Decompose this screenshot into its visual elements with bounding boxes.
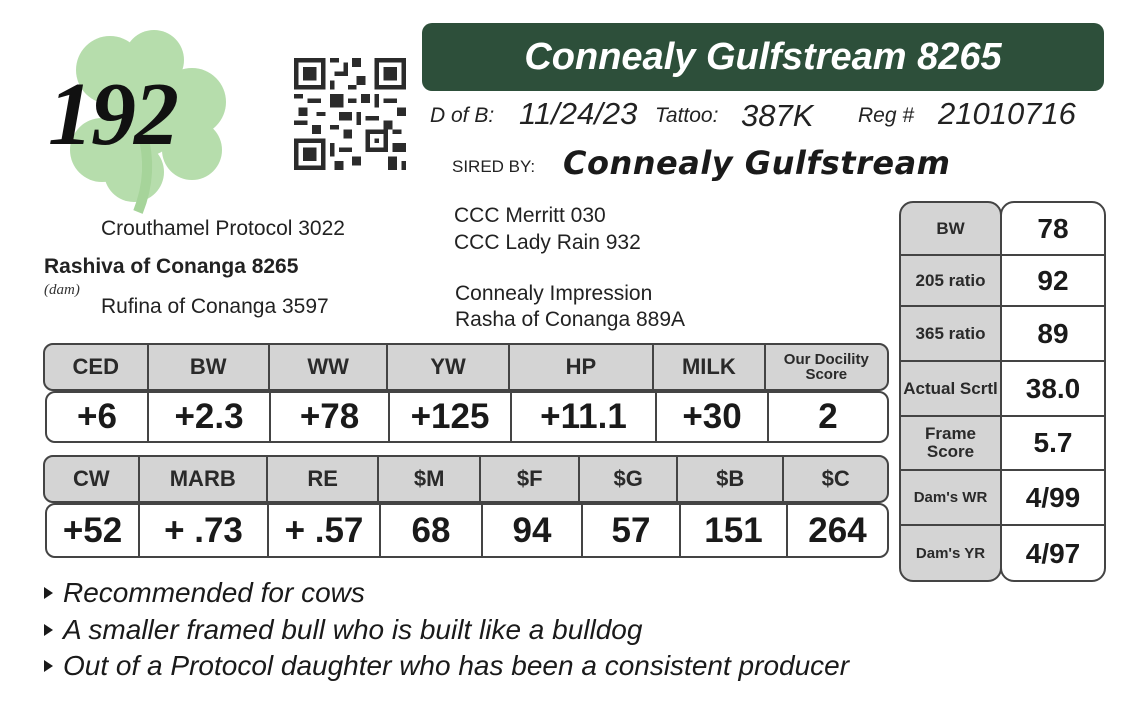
- epd-value-ww: +78: [271, 393, 390, 441]
- lot-number: 192: [48, 65, 177, 164]
- sired-by-label: SIRED BY:: [452, 157, 536, 176]
- note-item: [44, 614, 642, 646]
- stat-label-205-ratio: 205 ratio: [901, 256, 1000, 307]
- stat-value-205-ratio: 92: [1002, 256, 1104, 307]
- stat-label-actual-scrtl: Actual Scrtl: [901, 362, 1000, 417]
- stat-label-bw: BW: [901, 203, 1000, 256]
- epd-header-b: $B: [678, 457, 785, 501]
- epd-value-cw: +52: [47, 505, 140, 556]
- epd-header-m: $M: [379, 457, 481, 501]
- reg-label: Reg #: [858, 104, 915, 127]
- stat-label-365-ratio: 365 ratio: [901, 307, 1000, 362]
- epd-header-hp: HP: [510, 345, 654, 389]
- epd-value-c: 264: [808, 510, 867, 550]
- bullet-triangle-icon: [44, 587, 53, 599]
- stat-value-dams-wr: 4/99: [1002, 471, 1104, 526]
- pedigree-dam-dam: Rufina of Conanga 3597: [101, 295, 329, 318]
- epd-header-re: RE: [268, 457, 379, 501]
- epd-value-g: 57: [583, 505, 681, 556]
- epd-value-docility: 2: [818, 397, 838, 436]
- epd-table-header: [43, 343, 889, 391]
- pedigree-dam-line-dam: Rasha of Conanga 889A: [455, 308, 686, 331]
- epd-value-m: 68: [381, 505, 483, 556]
- pedigree-sire-sire: CCC Merritt 030: [454, 204, 606, 227]
- stat-value-actual-scrtl: 38.0: [1002, 362, 1104, 417]
- epd-value-f: 94: [483, 505, 583, 556]
- stat-label-dams-yr: Dam's YR: [915, 545, 986, 562]
- bull-name: Connealy Gulfstream 8265: [524, 35, 1002, 78]
- epd-header-ced: CED: [45, 345, 149, 389]
- epd-header-milk: MILK: [654, 345, 765, 389]
- epd-header-cw: CW: [45, 457, 140, 501]
- bull-name-banner: [422, 23, 1104, 91]
- epd-header-marb: MARB: [140, 457, 268, 501]
- stats-label-column: [899, 201, 1002, 582]
- reg-value: 21010716: [938, 96, 1076, 131]
- stat-value-dams-yr: 4/97: [1025, 538, 1081, 569]
- note-item: [44, 577, 365, 609]
- performance-stats-table: [899, 201, 1106, 582]
- epd-header-yw: YW: [388, 345, 509, 389]
- dob-label: D of B:: [430, 104, 495, 127]
- bullet-triangle-icon: [44, 660, 53, 672]
- epd-value-yw: +125: [390, 393, 512, 441]
- epd-header-bw: BW: [149, 345, 270, 389]
- pedigree-dam-tag: (dam): [44, 282, 80, 298]
- pedigree-sire-dam: CCC Lady Rain 932: [454, 231, 641, 254]
- stat-value-bw: 78: [1002, 203, 1104, 256]
- note-item: [44, 650, 849, 682]
- epd-value-marb: + .73: [140, 505, 269, 556]
- epd-table-values: [45, 391, 889, 443]
- note-text: A smaller framed bull who is built like a bulldog: [63, 614, 643, 645]
- pedigree-dam-sire: Crouthamel Protocol 3022: [101, 217, 345, 240]
- epd-header-g: $G: [580, 457, 678, 501]
- stat-label-dams-wr: Dam's WR: [901, 471, 1000, 526]
- epd-header-docility: Our Docility Score: [783, 351, 869, 383]
- dob-value: 11/24/23: [519, 96, 638, 131]
- pedigree-dam-line-sire: Connealy Impression: [455, 282, 653, 305]
- stat-value-365-ratio: 89: [1002, 307, 1104, 362]
- epd-header-c: $C: [821, 466, 850, 491]
- sire-name: Connealy Gulfstream: [563, 144, 951, 182]
- qr-code-icon: [290, 58, 410, 170]
- epd-value-re: + .57: [269, 505, 381, 556]
- epd-value-b: 151: [681, 505, 788, 556]
- epd-table-header: [43, 455, 889, 503]
- pedigree-dam: Rashiva of Conanga 8265: [44, 255, 299, 278]
- epd-value-bw: +2.3: [149, 393, 271, 441]
- stats-value-column: [1000, 201, 1106, 582]
- stat-label-frame-score: Frame Score: [901, 417, 1000, 471]
- epd-value-ced: +6: [47, 393, 149, 441]
- note-text: Out of a Protocol daughter who has been a consistent producer: [63, 650, 850, 681]
- epd-header-f: $F: [481, 457, 581, 501]
- bullet-triangle-icon: [44, 624, 53, 636]
- tattoo-value: 387K: [741, 98, 814, 133]
- note-text: Recommended for cows: [63, 577, 365, 608]
- epd-value-hp: +11.1: [512, 393, 657, 441]
- stat-value-frame-score: 5.7: [1002, 417, 1104, 471]
- epd-header-ww: WW: [270, 345, 388, 389]
- epd-value-milk: +30: [657, 393, 769, 441]
- epd-table-values: [45, 503, 889, 558]
- epd-table-growth: [43, 343, 889, 443]
- epd-table-carcass: [43, 455, 889, 559]
- tattoo-label: Tattoo:: [655, 104, 719, 127]
